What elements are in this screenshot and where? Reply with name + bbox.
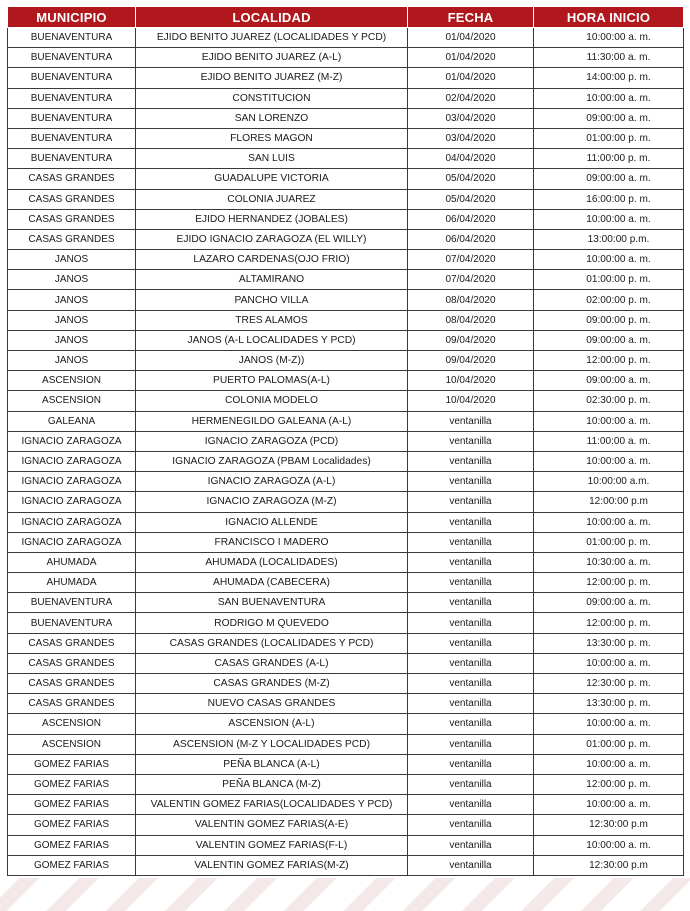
hora-cell: 01:00:00 p. m. [534, 128, 684, 148]
hora-cell: 11:30:00 a. m. [534, 48, 684, 68]
localidad-cell: NUEVO CASAS GRANDES [136, 694, 408, 714]
localidad-cell: ASCENSION (M-Z Y LOCALIDADES PCD) [136, 734, 408, 754]
localidad-cell: EJIDO BENITO JUAREZ (A-L) [136, 48, 408, 68]
municipio-cell: GALEANA [8, 411, 136, 431]
table-row [8, 310, 684, 330]
fecha-cell: 04/04/2020 [408, 149, 534, 169]
localidad-cell: CASAS GRANDES (A-L) [136, 653, 408, 673]
table-row [8, 169, 684, 189]
table-row [8, 633, 684, 653]
municipio-cell: BUENAVENTURA [8, 48, 136, 68]
municipio-cell: AHUMADA [8, 552, 136, 572]
localidad-cell: CASAS GRANDES (M-Z) [136, 674, 408, 694]
localidad-cell: EJIDO HERNANDEZ (JOBALES) [136, 209, 408, 229]
hora-cell: 12:30:00 p. m. [534, 674, 684, 694]
municipio-cell: IGNACIO ZARAGOZA [8, 431, 136, 451]
fecha-cell: 06/04/2020 [408, 229, 534, 249]
table-row [8, 351, 684, 371]
municipio-cell: AHUMADA [8, 573, 136, 593]
municipio-cell: IGNACIO ZARAGOZA [8, 472, 136, 492]
localidad-cell: SAN LORENZO [136, 108, 408, 128]
municipio-cell: JANOS [8, 290, 136, 310]
fecha-cell: ventanilla [408, 532, 534, 552]
localidad-cell: COLONIA JUAREZ [136, 189, 408, 209]
localidad-cell: JANOS (M-Z)) [136, 351, 408, 371]
hora-cell: 12:00:00 p. m. [534, 613, 684, 633]
hora-cell: 10:00:00 a. m. [534, 250, 684, 270]
municipio-cell: CASAS GRANDES [8, 694, 136, 714]
hora-cell: 10:00:00 a. m. [534, 88, 684, 108]
fecha-cell: 03/04/2020 [408, 108, 534, 128]
localidad-cell: ALTAMIRANO [136, 270, 408, 290]
localidad-cell: JANOS (A-L LOCALIDADES Y PCD) [136, 330, 408, 350]
municipio-cell: BUENAVENTURA [8, 28, 136, 48]
hora-cell: 10:00:00 a. m. [534, 835, 684, 855]
localidad-cell: EJIDO BENITO JUAREZ (M-Z) [136, 68, 408, 88]
fecha-cell: ventanilla [408, 714, 534, 734]
fecha-cell: ventanilla [408, 492, 534, 512]
fecha-cell: 10/04/2020 [408, 371, 534, 391]
localidad-cell: EJIDO BENITO JUAREZ (LOCALIDADES Y PCD) [136, 28, 408, 48]
table-row [8, 411, 684, 431]
fecha-cell: ventanilla [408, 633, 534, 653]
localidad-cell: CONSTITUCION [136, 88, 408, 108]
fecha-cell: 01/04/2020 [408, 48, 534, 68]
localidad-cell: VALENTIN GOMEZ FARIAS(LOCALIDADES Y PCD) [136, 795, 408, 815]
localidad-cell: IGNACIO ZARAGOZA (M-Z) [136, 492, 408, 512]
hora-cell: 02:00:00 p. m. [534, 290, 684, 310]
municipio-cell: JANOS [8, 270, 136, 290]
table-row [8, 431, 684, 451]
table-row [8, 795, 684, 815]
header-row [8, 7, 684, 28]
header-municipio: MUNICIPIO [8, 7, 136, 28]
table-row [8, 613, 684, 633]
table-row [8, 734, 684, 754]
localidad-cell: RODRIGO M QUEVEDO [136, 613, 408, 633]
table-row [8, 774, 684, 794]
fecha-cell: ventanilla [408, 512, 534, 532]
localidad-cell: VALENTIN GOMEZ FARIAS(A-E) [136, 815, 408, 835]
localidad-cell: PUERTO PALOMAS(A-L) [136, 371, 408, 391]
municipio-cell: JANOS [8, 330, 136, 350]
municipio-cell: IGNACIO ZARAGOZA [8, 532, 136, 552]
table-row [8, 88, 684, 108]
table-row [8, 149, 684, 169]
table-row [8, 532, 684, 552]
localidad-cell: PANCHO VILLA [136, 290, 408, 310]
municipio-cell: BUENAVENTURA [8, 68, 136, 88]
table-row [8, 371, 684, 391]
localidad-cell: PEÑA BLANCA (A-L) [136, 754, 408, 774]
table-row [8, 754, 684, 774]
hora-cell: 10:00:00 a. m. [534, 28, 684, 48]
localidad-cell: EJIDO IGNACIO ZARAGOZA (EL WILLY) [136, 229, 408, 249]
fecha-cell: ventanilla [408, 674, 534, 694]
localidad-cell: FLORES MAGON [136, 128, 408, 148]
header-localidad: LOCALIDAD [136, 7, 408, 28]
localidad-cell: CASAS GRANDES (LOCALIDADES Y PCD) [136, 633, 408, 653]
hora-cell: 12:00:00 p. m. [534, 351, 684, 371]
fecha-cell: 07/04/2020 [408, 270, 534, 290]
hora-cell: 10:00:00 a. m. [534, 411, 684, 431]
hora-cell: 13:30:00 p. m. [534, 633, 684, 653]
table-row [8, 391, 684, 411]
fecha-cell: ventanilla [408, 795, 534, 815]
municipio-cell: ASCENSION [8, 714, 136, 734]
fecha-cell: 05/04/2020 [408, 169, 534, 189]
municipio-cell: CASAS GRANDES [8, 674, 136, 694]
header-fecha: FECHA [408, 7, 534, 28]
hora-cell: 10:00:00 a. m. [534, 714, 684, 734]
hora-cell: 14:00:00 p. m. [534, 68, 684, 88]
municipio-cell: GOMEZ FARIAS [8, 835, 136, 855]
fecha-cell: ventanilla [408, 613, 534, 633]
fecha-cell: 02/04/2020 [408, 88, 534, 108]
background-watermark [0, 878, 690, 911]
table-row [8, 28, 684, 48]
localidad-cell: HERMENEGILDO GALEANA (A-L) [136, 411, 408, 431]
hora-cell: 10:00:00 a. m. [534, 512, 684, 532]
fecha-cell: 01/04/2020 [408, 68, 534, 88]
municipio-cell: CASAS GRANDES [8, 633, 136, 653]
hora-cell: 16:00:00 p. m. [534, 189, 684, 209]
fecha-cell: ventanilla [408, 774, 534, 794]
fecha-cell: ventanilla [408, 411, 534, 431]
localidad-cell: AHUMADA (LOCALIDADES) [136, 552, 408, 572]
table-row [8, 128, 684, 148]
table-row [8, 674, 684, 694]
municipio-cell: BUENAVENTURA [8, 108, 136, 128]
hora-cell: 11:00:00 p. m. [534, 149, 684, 169]
hora-cell: 12:00:00 p. m. [534, 573, 684, 593]
municipio-cell: IGNACIO ZARAGOZA [8, 512, 136, 532]
table-row [8, 451, 684, 471]
hora-cell: 12:30:00 p.m [534, 855, 684, 875]
fecha-cell: ventanilla [408, 855, 534, 875]
municipio-cell: GOMEZ FARIAS [8, 754, 136, 774]
fecha-cell: ventanilla [408, 694, 534, 714]
fecha-cell: ventanilla [408, 451, 534, 471]
hora-cell: 01:00:00 p. m. [534, 734, 684, 754]
municipio-cell: IGNACIO ZARAGOZA [8, 451, 136, 471]
localidad-cell: VALENTIN GOMEZ FARIAS(M-Z) [136, 855, 408, 875]
municipio-cell: GOMEZ FARIAS [8, 815, 136, 835]
header-hora-inicio: HORA INICIO [534, 7, 684, 28]
table-row [8, 855, 684, 875]
municipio-cell: BUENAVENTURA [8, 613, 136, 633]
table-row [8, 290, 684, 310]
fecha-cell: ventanilla [408, 593, 534, 613]
table-row [8, 229, 684, 249]
municipio-cell: BUENAVENTURA [8, 149, 136, 169]
fecha-cell: ventanilla [408, 573, 534, 593]
localidad-cell: IGNACIO ALLENDE [136, 512, 408, 532]
hora-cell: 10:00:00 a.m. [534, 472, 684, 492]
hora-cell: 10:00:00 a. m. [534, 653, 684, 673]
table-row [8, 189, 684, 209]
table-row [8, 835, 684, 855]
fecha-cell: ventanilla [408, 815, 534, 835]
hora-cell: 10:00:00 a. m. [534, 451, 684, 471]
table-row [8, 48, 684, 68]
table-body [8, 28, 684, 876]
municipio-cell: CASAS GRANDES [8, 229, 136, 249]
table-row [8, 512, 684, 532]
hora-cell: 13:00:00 p.m. [534, 229, 684, 249]
municipio-cell: BUENAVENTURA [8, 88, 136, 108]
table-row [8, 209, 684, 229]
localidad-cell: LAZARO CARDENAS(OJO FRIO) [136, 250, 408, 270]
hora-cell: 01:00:00 p. m. [534, 270, 684, 290]
hora-cell: 09:00:00 a. m. [534, 108, 684, 128]
table-row [8, 815, 684, 835]
hora-cell: 10:30:00 a. m. [534, 552, 684, 572]
fecha-cell: 03/04/2020 [408, 128, 534, 148]
hora-cell: 12:00:00 p.m [534, 492, 684, 512]
hora-cell: 12:30:00 p.m [534, 815, 684, 835]
fecha-cell: ventanilla [408, 472, 534, 492]
localidad-cell: SAN LUIS [136, 149, 408, 169]
table-row [8, 108, 684, 128]
municipio-cell: JANOS [8, 250, 136, 270]
table-row [8, 270, 684, 290]
hora-cell: 02:30:00 p. m. [534, 391, 684, 411]
table-row [8, 714, 684, 734]
localidad-cell: FRANCISCO I MADERO [136, 532, 408, 552]
localidad-cell: SAN BUENAVENTURA [136, 593, 408, 613]
municipio-cell: JANOS [8, 310, 136, 330]
fecha-cell: ventanilla [408, 835, 534, 855]
hora-cell: 09:00:00 a. m. [534, 371, 684, 391]
municipio-cell: CASAS GRANDES [8, 169, 136, 189]
table-row [8, 653, 684, 673]
localidad-cell: IGNACIO ZARAGOZA (A-L) [136, 472, 408, 492]
fecha-cell: ventanilla [408, 653, 534, 673]
hora-cell: 10:00:00 a. m. [534, 795, 684, 815]
hora-cell: 12:00:00 p. m. [534, 774, 684, 794]
fecha-cell: 06/04/2020 [408, 209, 534, 229]
localidad-cell: VALENTIN GOMEZ FARIAS(F-L) [136, 835, 408, 855]
localidad-cell: IGNACIO ZARAGOZA (PCD) [136, 431, 408, 451]
municipio-cell: JANOS [8, 351, 136, 371]
fecha-cell: 01/04/2020 [408, 28, 534, 48]
fecha-cell: 08/04/2020 [408, 290, 534, 310]
table-row [8, 492, 684, 512]
fecha-cell: 05/04/2020 [408, 189, 534, 209]
table-row [8, 593, 684, 613]
hora-cell: 10:00:00 a. m. [534, 209, 684, 229]
fecha-cell: ventanilla [408, 734, 534, 754]
fecha-cell: 09/04/2020 [408, 351, 534, 371]
hora-cell: 09:00:00 p. m. [534, 310, 684, 330]
table-row [8, 694, 684, 714]
fecha-cell: 10/04/2020 [408, 391, 534, 411]
hora-cell: 10:00:00 a. m. [534, 754, 684, 774]
hora-cell: 09:00:00 a. m. [534, 593, 684, 613]
localidad-cell: TRES ALAMOS [136, 310, 408, 330]
municipio-cell: IGNACIO ZARAGOZA [8, 492, 136, 512]
fecha-cell: ventanilla [408, 754, 534, 774]
localidad-cell: ASCENSION (A-L) [136, 714, 408, 734]
municipio-cell: BUENAVENTURA [8, 128, 136, 148]
hora-cell: 09:00:00 a. m. [534, 330, 684, 350]
fecha-cell: 07/04/2020 [408, 250, 534, 270]
fecha-cell: 09/04/2020 [408, 330, 534, 350]
municipio-cell: CASAS GRANDES [8, 653, 136, 673]
table-row [8, 552, 684, 572]
schedule-table [7, 6, 684, 876]
localidad-cell: COLONIA MODELO [136, 391, 408, 411]
municipio-cell: ASCENSION [8, 371, 136, 391]
municipio-cell: GOMEZ FARIAS [8, 774, 136, 794]
fecha-cell: 08/04/2020 [408, 310, 534, 330]
municipio-cell: BUENAVENTURA [8, 593, 136, 613]
table-row [8, 472, 684, 492]
municipio-cell: GOMEZ FARIAS [8, 855, 136, 875]
localidad-cell: GUADALUPE VICTORIA [136, 169, 408, 189]
table-row [8, 250, 684, 270]
municipio-cell: CASAS GRANDES [8, 209, 136, 229]
municipio-cell: CASAS GRANDES [8, 189, 136, 209]
table-row [8, 330, 684, 350]
fecha-cell: ventanilla [408, 552, 534, 572]
table-row [8, 573, 684, 593]
localidad-cell: IGNACIO ZARAGOZA (PBAM Localidades) [136, 451, 408, 471]
fecha-cell: ventanilla [408, 431, 534, 451]
municipio-cell: ASCENSION [8, 734, 136, 754]
hora-cell: 13:30:00 p. m. [534, 694, 684, 714]
hora-cell: 11:00:00 a. m. [534, 431, 684, 451]
hora-cell: 01:00:00 p. m. [534, 532, 684, 552]
localidad-cell: AHUMADA (CABECERA) [136, 573, 408, 593]
municipio-cell: ASCENSION [8, 391, 136, 411]
table-row [8, 68, 684, 88]
hora-cell: 09:00:00 a. m. [534, 169, 684, 189]
localidad-cell: PEÑA BLANCA (M-Z) [136, 774, 408, 794]
municipio-cell: GOMEZ FARIAS [8, 795, 136, 815]
